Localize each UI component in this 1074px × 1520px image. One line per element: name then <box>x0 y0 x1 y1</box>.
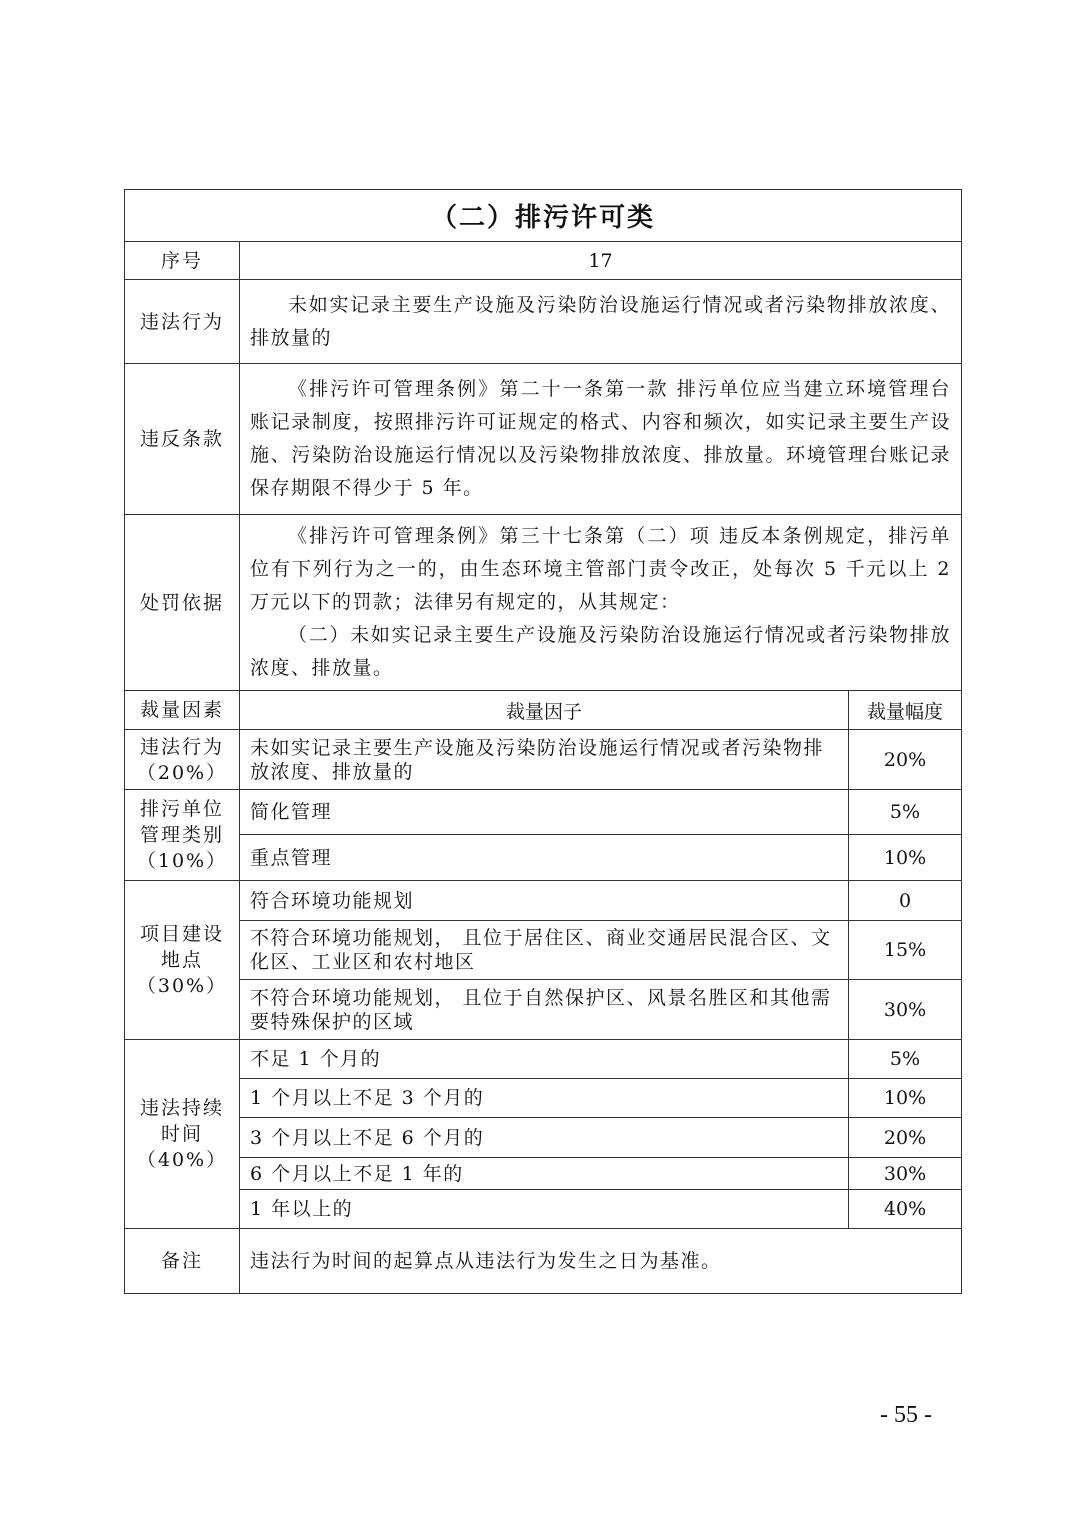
range-header: 裁量幅度 <box>849 691 962 730</box>
factor-range: 15% <box>849 921 962 980</box>
table-row <box>125 1158 962 1190</box>
remark-label: 备注 <box>125 1229 240 1294</box>
table-row <box>125 730 962 790</box>
factor-group-label: 违法持续 时间 （40%） <box>125 1040 240 1229</box>
factor-group-label: 排污单位 管理类别 （10%） <box>125 790 240 881</box>
factor-range: 0 <box>849 881 962 921</box>
penalty-paragraph-2: （二）未如实记录主要生产设施及污染防治设施运行情况或者污染物排放浓度、排放量。 <box>250 624 952 679</box>
factor-item-header: 裁量因子 <box>240 691 849 730</box>
table-row <box>125 881 962 921</box>
factor-item: 6 个月以上不足 1 年的 <box>240 1158 849 1190</box>
factor-range: 20% <box>849 730 962 790</box>
factor-range: 10% <box>849 835 962 881</box>
penalty-text <box>240 515 962 691</box>
penalty-label: 处罚依据 <box>125 515 240 691</box>
factor-header: 裁量因素 <box>125 691 240 730</box>
table-row <box>125 1079 962 1118</box>
table-title: （二）排污许可类 <box>125 190 962 242</box>
serial-label: 序号 <box>125 242 240 280</box>
clause-text: 《排污许可管理条例》第二十一条第一款 排污单位应当建立环境管理台账记录制度，按照排污许可证规定的格式、内容和频次，如实记录主要生产设施、污染防治设施运行情况以及污染物排放浓度、排放量。环境管理台账记录保存期限不得少于 5 年。 <box>240 364 962 515</box>
factor-item: 未如实记录主要生产设施及污染防治设施运行情况或者污染物排放浓度、排放量的 <box>240 730 849 790</box>
table-row <box>125 790 962 835</box>
table-row <box>125 1040 962 1079</box>
factor-item: 符合环境功能规划 <box>240 881 849 921</box>
factor-range: 30% <box>849 980 962 1040</box>
factor-item: 不符合环境功能规划， 且位于居住区、商业交通居民混合区、文化区、工业区和农村地区 <box>240 921 849 980</box>
factor-item: 1 年以上的 <box>240 1190 849 1229</box>
factor-range: 10% <box>849 1079 962 1118</box>
table-row <box>125 1118 962 1158</box>
page-number: - 55 - <box>880 1402 932 1428</box>
factor-item: 重点管理 <box>240 835 849 881</box>
factor-range: 20% <box>849 1118 962 1158</box>
penalty-paragraph-1: 《排污许可管理条例》第三十七条第（二）项 违反本条例规定，排污单位有下列行为之一的，由生态环境主管部门责令改正，处每次 5 千元以上 2 万元以下的罚款；法律另有规定的，从其规定： <box>250 525 952 613</box>
table-row <box>125 1190 962 1229</box>
violation-text: 未如实记录主要生产设施及污染防治设施运行情况或者污染物排放浓度、排放量的 <box>240 280 962 364</box>
factor-range: 40% <box>849 1190 962 1229</box>
factor-item: 不足 1 个月的 <box>240 1040 849 1079</box>
factor-range: 5% <box>849 1040 962 1079</box>
clause-label: 违反条款 <box>125 364 240 515</box>
factor-item: 3 个月以上不足 6 个月的 <box>240 1118 849 1158</box>
factor-range: 30% <box>849 1158 962 1190</box>
factor-item: 不符合环境功能规划， 且位于自然保护区、风景名胜区和其他需要特殊保护的区域 <box>240 980 849 1040</box>
table-row <box>125 921 962 980</box>
factor-group-label: 项目建设 地点 （30%） <box>125 881 240 1040</box>
factor-item: 1 个月以上不足 3 个月的 <box>240 1079 849 1118</box>
remark-text: 违法行为时间的起算点从违法行为发生之日为基准。 <box>240 1229 962 1294</box>
factor-range: 5% <box>849 790 962 835</box>
table-row <box>125 980 962 1040</box>
factor-item: 简化管理 <box>240 790 849 835</box>
factor-group-label: 违法行为 （20%） <box>125 730 240 790</box>
table-row <box>125 835 962 881</box>
violation-label: 违法行为 <box>125 280 240 364</box>
penalty-table <box>124 189 962 1294</box>
serial-value: 17 <box>240 242 962 280</box>
